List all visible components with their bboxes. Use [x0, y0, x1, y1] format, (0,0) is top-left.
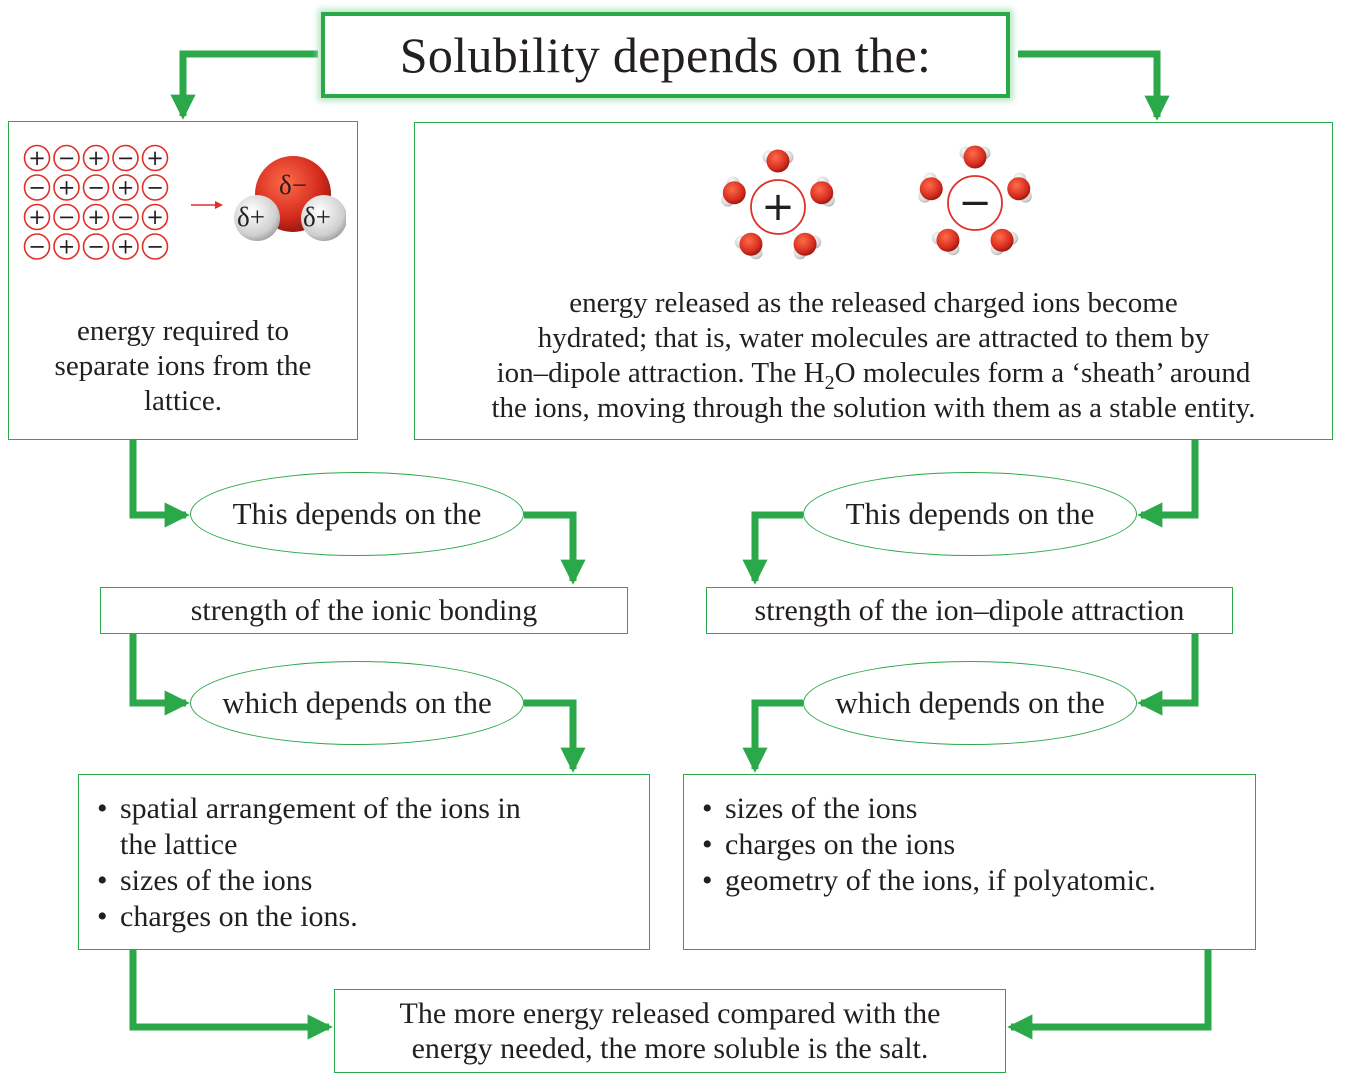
delta-plus-left-label: δ+ [237, 202, 265, 232]
arrow-left-bullets-to-conclusion [133, 950, 329, 1027]
list-item: • geometry of the ions, if polyatomic. [702, 863, 1156, 899]
lattice-ion [84, 175, 109, 200]
left-oval-depends: This depends on the [190, 472, 524, 556]
svg-text:+: + [87, 146, 105, 170]
lattice-ion [113, 234, 138, 259]
svg-text:−: − [116, 205, 135, 229]
svg-text:+: + [28, 146, 46, 170]
arrow-to-water-icon [189, 198, 225, 212]
right-factors-box [683, 774, 1256, 950]
list-item: • sizes of the ions [97, 863, 521, 899]
water-molecule [810, 176, 835, 206]
left-oval-which-depends: which depends on the [190, 661, 524, 745]
svg-text:−: − [146, 175, 164, 200]
delta-minus-label: δ− [279, 170, 307, 200]
svg-text:−: − [28, 234, 46, 259]
svg-text:−: − [146, 234, 164, 259]
svg-text:−: − [87, 175, 105, 200]
hydration-energy-text [415, 286, 1332, 426]
hydration-text-line: the ions, moving through the solution with them as a stable entity. [491, 392, 1256, 424]
water-molecule [932, 229, 960, 256]
svg-text:−: − [57, 146, 76, 170]
water-molecule [794, 233, 822, 260]
svg-text:+: + [146, 205, 164, 229]
svg-text:+: + [116, 175, 135, 200]
right-factors-list [702, 791, 1156, 899]
left-factors-box [78, 774, 650, 950]
hydrated-cation-icon [715, 147, 841, 267]
ionic-bonding-strength-box: strength of the ionic bonding [100, 587, 628, 634]
conclusion-line: energy needed, the more soluble is the salt. [411, 1032, 929, 1065]
lattice-ion [143, 205, 168, 230]
conclusion-line: The more energy released compared with the [399, 997, 941, 1030]
hydration-energy-box [414, 122, 1333, 440]
right-oval-which-depends: which depends on the [803, 661, 1137, 745]
lattice-ion [113, 205, 138, 230]
arrow-right-oval1-to-box1 [755, 515, 803, 581]
title-text: Solubility depends on the: [399, 27, 932, 83]
ion-charge-symbol: + [761, 184, 795, 230]
svg-text:+: + [116, 234, 135, 259]
arrow-left-oval1-to-box1 [524, 515, 573, 581]
water-molecule [960, 146, 991, 169]
svg-text:−: − [28, 175, 46, 200]
lattice-ion [143, 234, 168, 259]
svg-text:−: − [116, 146, 135, 170]
water-molecule [735, 233, 763, 260]
right-oval-depends: This depends on the [803, 472, 1137, 556]
list-item: • charges on the ions [702, 827, 1156, 863]
conclusion-text [335, 996, 1005, 1066]
lattice-ion [84, 205, 109, 230]
lattice-text-line: energy required to [76, 315, 290, 347]
lattice-ion [84, 234, 109, 259]
lattice-ion [84, 146, 109, 171]
lattice-ion [113, 175, 138, 200]
arrow-right-oval2-to-bullets [755, 703, 803, 769]
svg-text:+: + [57, 234, 76, 259]
svg-text:−: − [57, 205, 76, 229]
arrow-right-box1-to-oval2 [1141, 634, 1195, 703]
arrow-title-to-left-box [183, 54, 318, 116]
lattice-ion [143, 146, 168, 171]
hydration-text-line: ion–dipole attraction. The $H_2O$ molecules form a ‘sheath’ around [496, 357, 1251, 394]
arrow-right-bullets-to-conclusion [1011, 950, 1208, 1027]
lattice-ion [25, 205, 50, 230]
conclusion-box [334, 989, 1006, 1073]
svg-text:−: − [87, 234, 105, 259]
water-molecule [918, 172, 943, 202]
lattice-ion [143, 175, 168, 200]
lattice-ion [54, 234, 79, 259]
arrow-left-box1-to-oval2 [133, 634, 186, 703]
lattice-ion [25, 175, 50, 200]
ionic-lattice-illustration [23, 144, 193, 264]
list-item: • charges on the ions. [97, 899, 521, 935]
hydrated-anion-icon [912, 143, 1038, 263]
hydration-text-line: energy released as the released charged ions become [569, 287, 1178, 319]
lattice-energy-text [9, 314, 357, 419]
svg-text:+: + [57, 175, 76, 200]
ion-dipole-strength-box: strength of the ion–dipole attraction [706, 587, 1233, 634]
lattice-ion [25, 234, 50, 259]
lattice-energy-box [8, 121, 358, 440]
list-item: • sizes of the ions [702, 791, 1156, 827]
lattice-text-line: separate ions from the [54, 350, 312, 382]
list-item: • spatial arrangement of the ions in the lattice [97, 791, 521, 863]
arrow-left-box-to-oval1 [133, 440, 186, 515]
lattice-text-line: lattice. [143, 385, 223, 417]
lattice-ion [54, 175, 79, 200]
lattice-ion [54, 205, 79, 230]
lattice-ion [54, 146, 79, 171]
water-molecule [991, 229, 1019, 256]
svg-text:+: + [146, 146, 164, 170]
arrow-title-to-right-box [1018, 54, 1157, 117]
arrow-right-box-to-oval1 [1141, 440, 1195, 515]
lattice-ion [25, 146, 50, 171]
svg-text:+: + [28, 205, 46, 229]
water-molecule [721, 176, 746, 206]
svg-text:+: + [87, 205, 105, 229]
delta-plus-right-label: δ+ [303, 202, 331, 232]
lattice-ion [113, 146, 138, 171]
left-factors-list [97, 791, 521, 935]
arrow-left-oval2-to-bullets [524, 703, 573, 769]
water-molecule [1007, 172, 1032, 202]
title-box [321, 12, 1010, 98]
water-molecule [763, 150, 794, 173]
ion-charge-symbol: − [958, 180, 992, 226]
hydration-text-line: hydrated; that is, water molecules are attracted to them by [537, 322, 1210, 354]
